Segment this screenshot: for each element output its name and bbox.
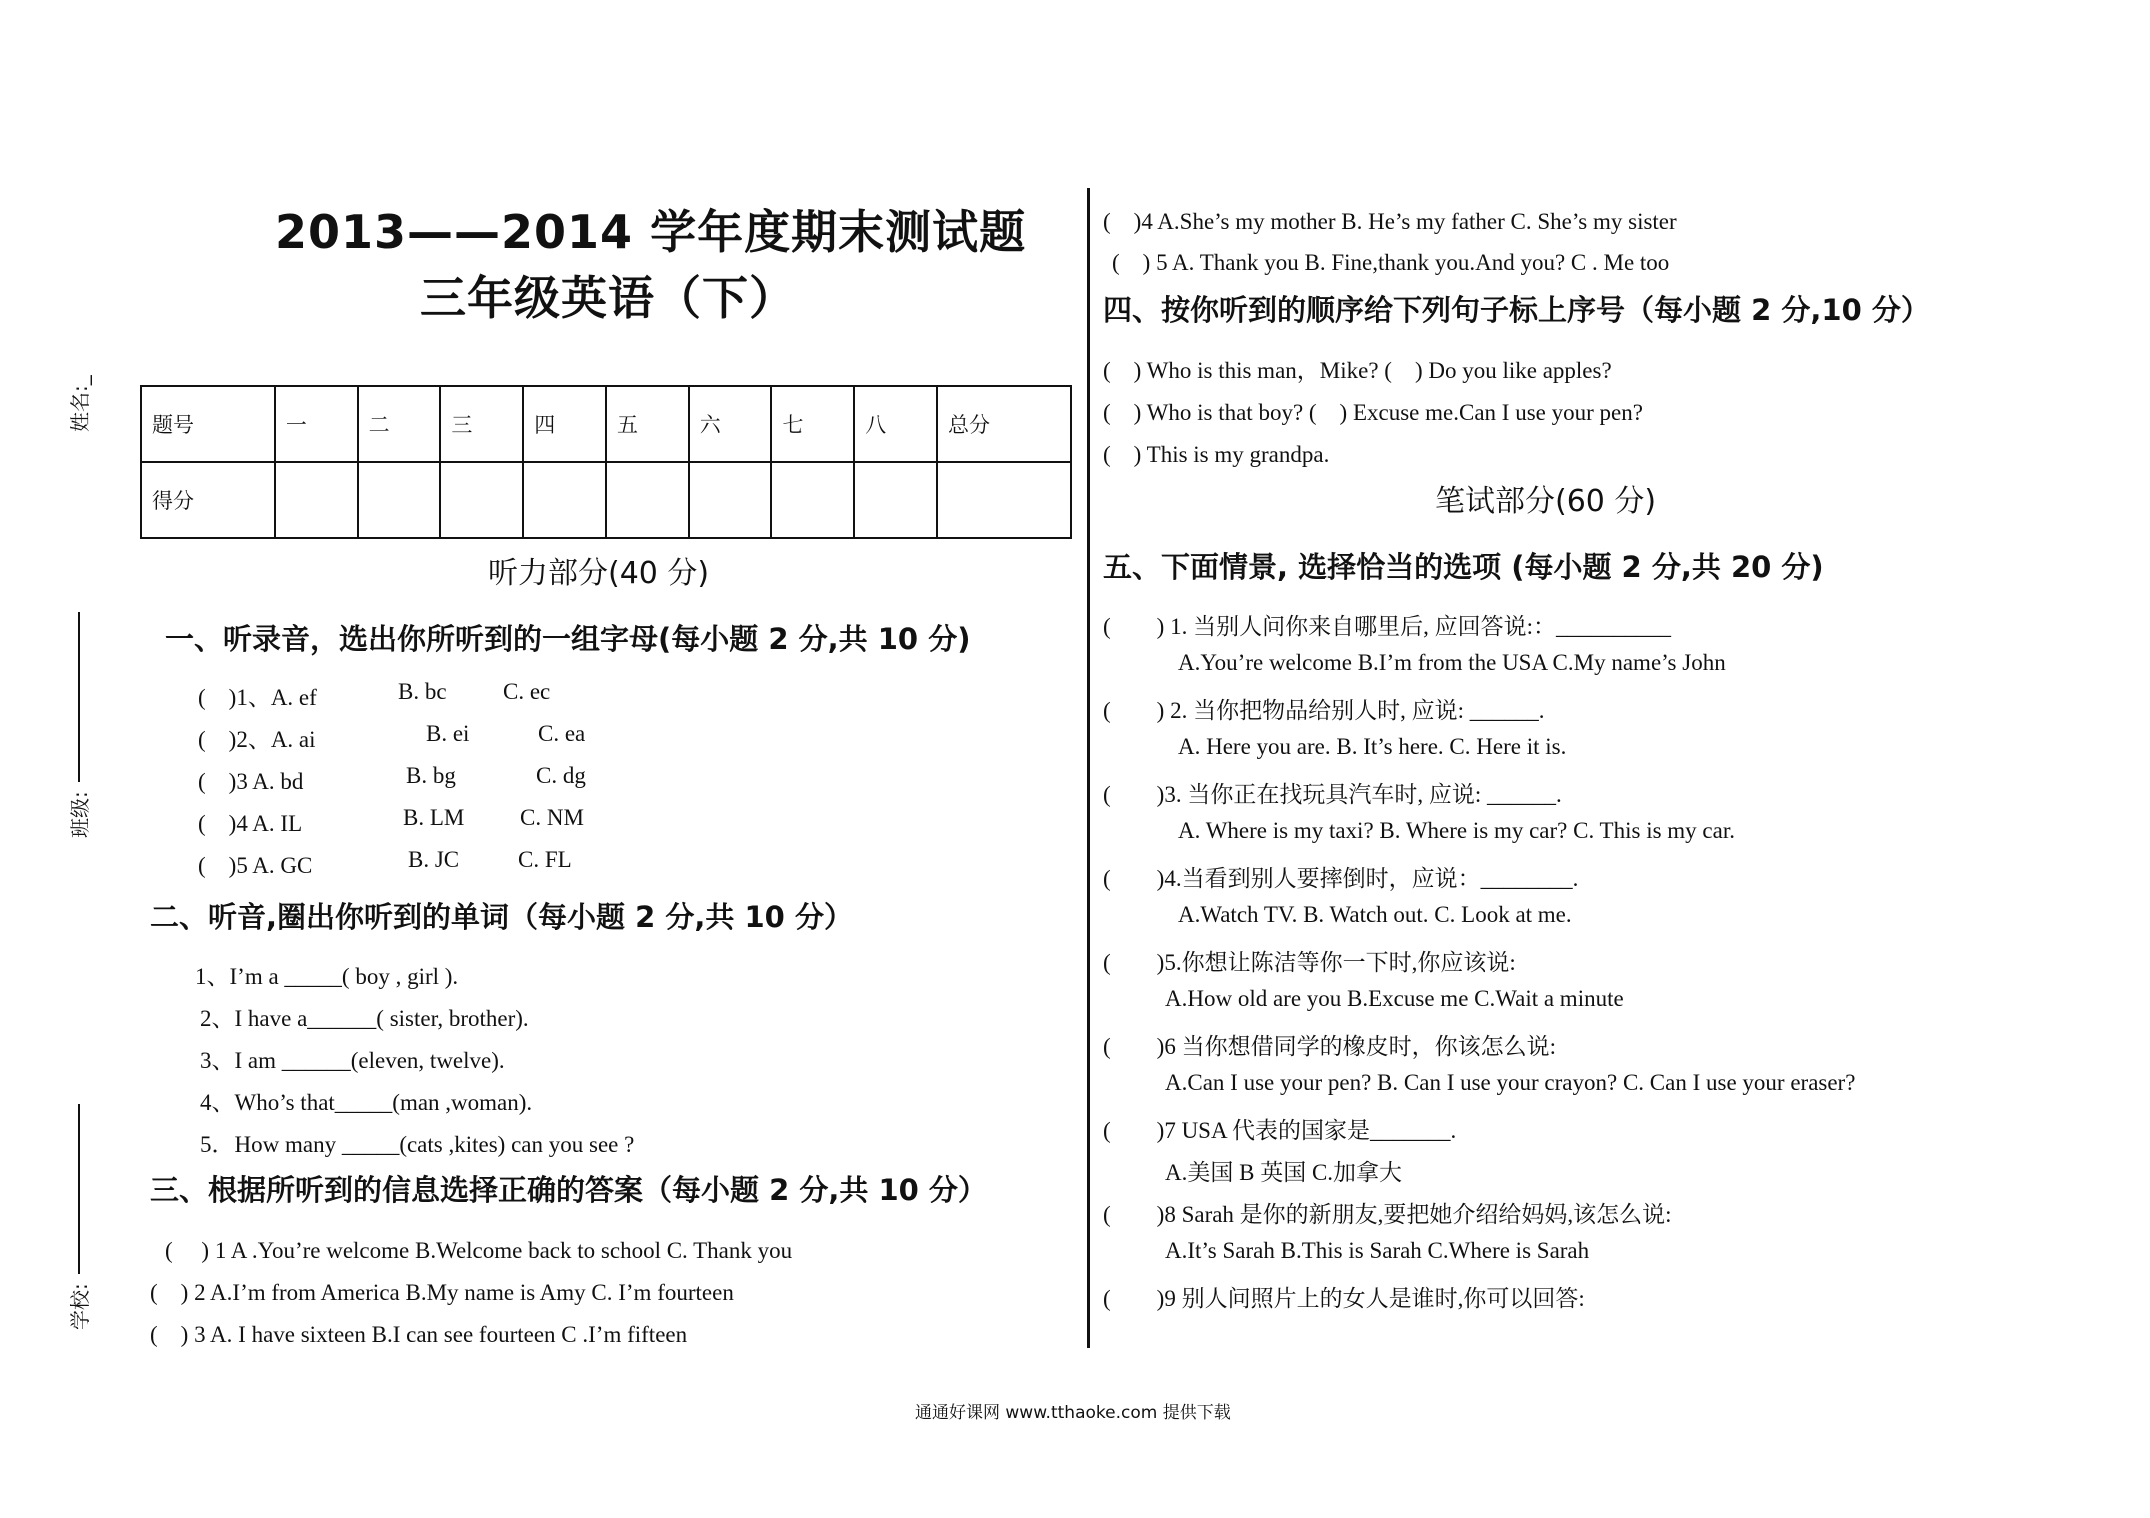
score-input-cell[interactable] <box>523 462 606 538</box>
question-option: C. ec <box>503 679 551 704</box>
question-item: 3、I am ______(eleven, twelve). <box>200 1048 505 1073</box>
question-item: ( ) 5 A. Thank you B. Fine,thank you.And you? C . Me too <box>1112 250 1670 275</box>
question-options: A. Here you are. B. It’s here. C. Here it is. <box>1178 734 1567 759</box>
question-option: B. bc <box>398 679 447 704</box>
question-item <box>198 763 586 796</box>
question-option: ( )4 A. IL <box>198 811 303 836</box>
question-option: C. ea <box>538 721 586 746</box>
score-input-cell[interactable] <box>771 462 854 538</box>
question-options: A.美国 B 英国 C.加拿大 <box>1165 1160 1403 1185</box>
side-label-school: 学校: <box>68 1283 92 1330</box>
section-5-heading: 五、下面情景, 选择恰当的选项 (每小题 2 分,共 20 分) <box>1103 550 1824 584</box>
question-option: B. ei <box>426 721 470 746</box>
question-item: 2、I have a______( sister, brother). <box>200 1006 529 1031</box>
score-input-cell[interactable] <box>358 462 441 538</box>
question-item <box>198 721 586 754</box>
side-divider <box>78 612 80 782</box>
table-cell: 三 <box>440 386 523 462</box>
score-input-cell[interactable] <box>606 462 689 538</box>
question-option: B. LM <box>403 805 465 830</box>
exam-title: 2013——2014 学年度期末测试题 <box>275 205 1027 259</box>
score-table <box>140 385 1072 539</box>
score-input-cell[interactable] <box>689 462 772 538</box>
question-item: 5．How many _____(cats ,kites) can you see ? <box>200 1132 635 1157</box>
question-item: ( )4 A.She’s my mother B. He’s my father C. She’s my sister <box>1103 209 1677 234</box>
question-stem: ( ) 2. 当你把物品给别人时, 应说: ______. <box>1103 698 1545 723</box>
question-option: ( )3 A. bd <box>198 769 304 794</box>
footer-credit: 通通好课网 www.tthaoke.com 提供下载 <box>915 1403 1231 1423</box>
question-options: A.Watch TV. B. Watch out. C. Look at me. <box>1178 902 1572 927</box>
question-options: A. Where is my taxi? B. Where is my car? C. This is my car. <box>1178 818 1735 843</box>
question-options: A.It’s Sarah B.This is Sarah C.Where is Sarah <box>1165 1238 1590 1263</box>
side-label-class: 班级: <box>68 791 92 838</box>
question-option: ( )2、A. ai <box>198 727 316 752</box>
question-option: C. NM <box>520 805 584 830</box>
question-item <box>198 847 572 880</box>
question-option: B. bg <box>406 763 456 788</box>
question-stem: ( ) 1. 当别人问你来自哪里后, 应回答说:：__________ <box>1103 614 1671 639</box>
question-option: B. JC <box>408 847 460 872</box>
section-4-heading: 四、按你听到的顺序给下列句子标上序号（每小题 2 分,10 分） <box>1103 293 1930 327</box>
listening-part-header: 听力部分(40 分) <box>488 556 710 591</box>
score-table-score-row <box>141 462 1071 538</box>
question-item: ( ) 1 A .You’re welcome B.Welcome back to school C. Thank you <box>165 1238 793 1263</box>
section-2-heading: 二、听音,圈出你听到的单词（每小题 2 分,共 10 分） <box>150 900 853 934</box>
table-cell: 总分 <box>937 386 1071 462</box>
exam-subtitle: 三年级英语（下） <box>420 271 796 325</box>
question-stem: ( )8 Sarah 是你的新朋友,要把她介绍给妈妈,该怎么说: <box>1103 1202 1672 1227</box>
side-label-name: 姓名:_ <box>68 375 92 432</box>
table-cell: 四 <box>523 386 606 462</box>
question-options: A.How old are you B.Excuse me C.Wait a minute <box>1165 986 1624 1011</box>
question-stem: ( )6 当你想借同学的橡皮时，你该怎么说: <box>1103 1034 1556 1059</box>
written-part-header: 笔试部分(60 分) <box>1435 484 1657 519</box>
table-cell: 一 <box>275 386 358 462</box>
table-cell: 八 <box>854 386 937 462</box>
table-cell: 得分 <box>141 462 275 538</box>
question-item: ( ) This is my grandpa. <box>1103 442 1330 467</box>
question-option: C. dg <box>536 763 586 788</box>
table-cell: 六 <box>689 386 772 462</box>
question-item <box>198 679 551 712</box>
question-item: 1、I’m a _____( boy , girl ). <box>195 964 459 989</box>
table-cell: 七 <box>771 386 854 462</box>
question-option: ( )1、A. ef <box>198 685 317 710</box>
question-stem: ( )5.你想让陈洁等你一下时,你应该说: <box>1103 950 1516 975</box>
section-1-heading: 一、听录音，选出你所听到的一组字母(每小题 2 分,共 10 分) <box>165 622 971 656</box>
question-item: 4、Who’s that_____(man ,woman). <box>200 1090 533 1115</box>
question-options: A.You’re welcome B.I’m from the USA C.My name’s John <box>1178 650 1726 675</box>
score-input-cell[interactable] <box>440 462 523 538</box>
question-item: ( ) 2 A.I’m from America B.My name is Amy C. I’m fourteen <box>150 1280 734 1305</box>
question-item <box>198 805 584 838</box>
question-stem: ( )3. 当你正在找玩具汽车时, 应说: ______. <box>1103 782 1562 807</box>
score-input-cell[interactable] <box>854 462 937 538</box>
question-stem: ( )9 别人问照片上的女人是谁时,你可以回答: <box>1103 1286 1585 1311</box>
question-item: ( ) Who is that boy? ( ) Excuse me.Can I use your pen? <box>1103 400 1643 425</box>
question-stem: ( )7 USA 代表的国家是_______. <box>1103 1118 1457 1143</box>
table-cell: 五 <box>606 386 689 462</box>
table-cell: 二 <box>358 386 441 462</box>
score-input-cell[interactable] <box>937 462 1071 538</box>
question-item: ( ) 3 A. I have sixteen B.I can see fourteen C .I’m fifteen <box>150 1322 688 1347</box>
question-option: ( )5 A. GC <box>198 853 313 878</box>
table-cell: 题号 <box>141 386 275 462</box>
question-options: A.Can I use your pen? B. Can I use your crayon? C. Can I use your eraser? <box>1165 1070 1856 1095</box>
question-stem: ( )4.当看到别人要摔倒时，应说：________. <box>1103 866 1579 891</box>
section-3-heading: 三、根据所听到的信息选择正确的答案（每小题 2 分,共 10 分） <box>150 1173 987 1207</box>
question-option: C. FL <box>518 847 572 872</box>
score-table-header-row <box>141 386 1071 462</box>
question-item: ( ) Who is this man，Mike? ( ) Do you like apples? <box>1103 358 1612 383</box>
column-divider <box>1087 188 1090 1348</box>
side-divider <box>78 1104 80 1274</box>
score-input-cell[interactable] <box>275 462 358 538</box>
